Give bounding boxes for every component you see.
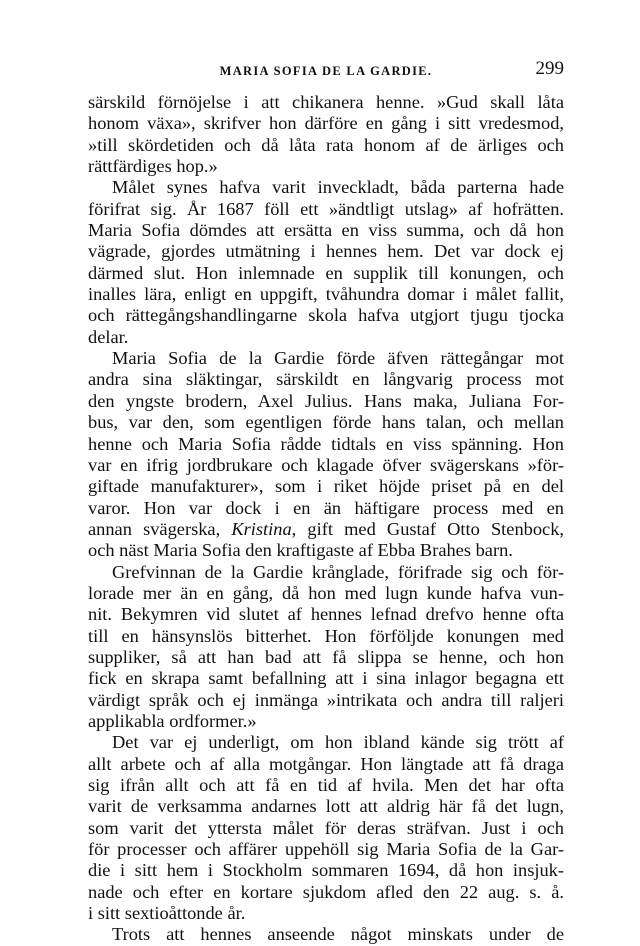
text-line: applikabla ordformer.» (88, 710, 257, 731)
text-line: die i sitt hem i Stockholm sommaren 1694, då hon insjuk- (88, 860, 564, 881)
text-line: varor. Hon var dock i en än häftigare process med en (88, 497, 564, 518)
text-line: i sitt sextioåttonde år. (88, 903, 246, 924)
text-line: andra sina släktingar, särskildt en långvarig process mot (88, 369, 564, 390)
running-title: MARIA SOFIA DE LA GARDIE. (219, 64, 433, 78)
text-line: förifrat sig. År 1687 föll ett »ändtligt utslag» af hofrätten. (88, 198, 564, 219)
text-line: lorade mer än en gång, då hon med lugn kunde hafva vun- (88, 582, 564, 603)
text-line: till en hänsynslös bitterhet. Hon förföljde konungen med (88, 625, 564, 646)
text-line: nade och efter en kortare sjukdom afled den 22 aug. s. å. (88, 881, 564, 902)
body-text (88, 92, 564, 946)
text-line: bus, var den, som egentligen förde hans talan, och mellan (88, 412, 564, 433)
text-line: Maria Sofia dömdes att ersätta en viss summa, och då hon (88, 220, 564, 241)
text-segment: annan svägerska, (88, 518, 232, 539)
text-line: suppliker, så att han bad att få slippa se henne, och hon (88, 646, 564, 667)
text-line: särskild förnöjelse i att chikanera henne. »Gud skall låta (88, 92, 564, 112)
text-line: vägrade, gjordes utmätning i hennes hem. Det var dock ej (88, 241, 564, 262)
text-line: Det var ej underligt, om hon ibland kände sig trött af (112, 732, 564, 753)
text-line: giftade manufakturer», som i riket höjde priset på en del (88, 476, 564, 497)
text-line: honom växa», skrifver hon därföre en gång i sitt vredesmod, (88, 113, 564, 134)
text-line: som varit det yttersta målet för deras sträfvan. Just i och (88, 817, 564, 838)
text-line: delar. (88, 326, 129, 347)
text-line: därmed slut. Hon inlemnade en supplik till konungen, och (88, 262, 564, 283)
text-line: värdigt språk och ej inmänga »intrikata och andra till raljeri (88, 689, 564, 710)
text-line (88, 519, 564, 540)
text-line: »till skördetiden och då låta rata honom af de ärliges och (88, 134, 564, 155)
text-line: Trots att hennes anseende något minskats under de (112, 924, 564, 945)
text-line: sig ifrån allt och att få en tid af hvila. Men det har ofta (88, 775, 564, 795)
text-line: fick en skrapa samt befallning att i sina inlagor begagna ett (88, 668, 564, 689)
text-segment: , gift med Gustaf Otto Stenbock, (291, 518, 565, 539)
text-line: var en ifrig jordbrukare och klagade öfver svägerskans »för- (88, 454, 564, 475)
text-line: Grefvinnan de la Gardie krånglade, förifrade sig och för- (112, 561, 564, 582)
text-line: för processer och affärer uppehöll sig Maria Sofia de la Gar- (88, 839, 564, 860)
text-line: och rättegångshandlingarne skola hafva utgjort tjugu tjocka (88, 305, 564, 326)
text-line: inalles lära, enligt en uppgift, tvåhundra domar i målet fallit, (88, 284, 564, 305)
text-line: Maria Sofia de la Gardie förde äfven rättegångar mot (112, 348, 564, 369)
text-line: Målet synes hafva varit inveckladt, båda parterna hade (112, 177, 564, 198)
page-number: 299 (535, 58, 564, 79)
text-line: rättfärdiges hop.» (88, 156, 218, 177)
italic-name: Kristina (231, 518, 292, 539)
text-line: henne och Maria Sofia rådde tidtals en viss spänning. Hon (88, 433, 564, 454)
running-head (88, 58, 564, 84)
text-line: den yngste brodern, Axel Julius. Hans maka, Juliana For- (88, 390, 564, 411)
text-line: allt arbete och af alla motgångar. Hon längtade att få draga (88, 753, 564, 774)
text-line: nit. Bekymren vid slutet af hennes lefnad drefvo henne ofta (88, 604, 564, 625)
text-line: varit de verksamma andarnes lott att aldrig här få det lugn, (88, 796, 564, 817)
text-line: och näst Maria Sofia den kraftigaste af Ebba Brahes barn. (88, 540, 513, 561)
